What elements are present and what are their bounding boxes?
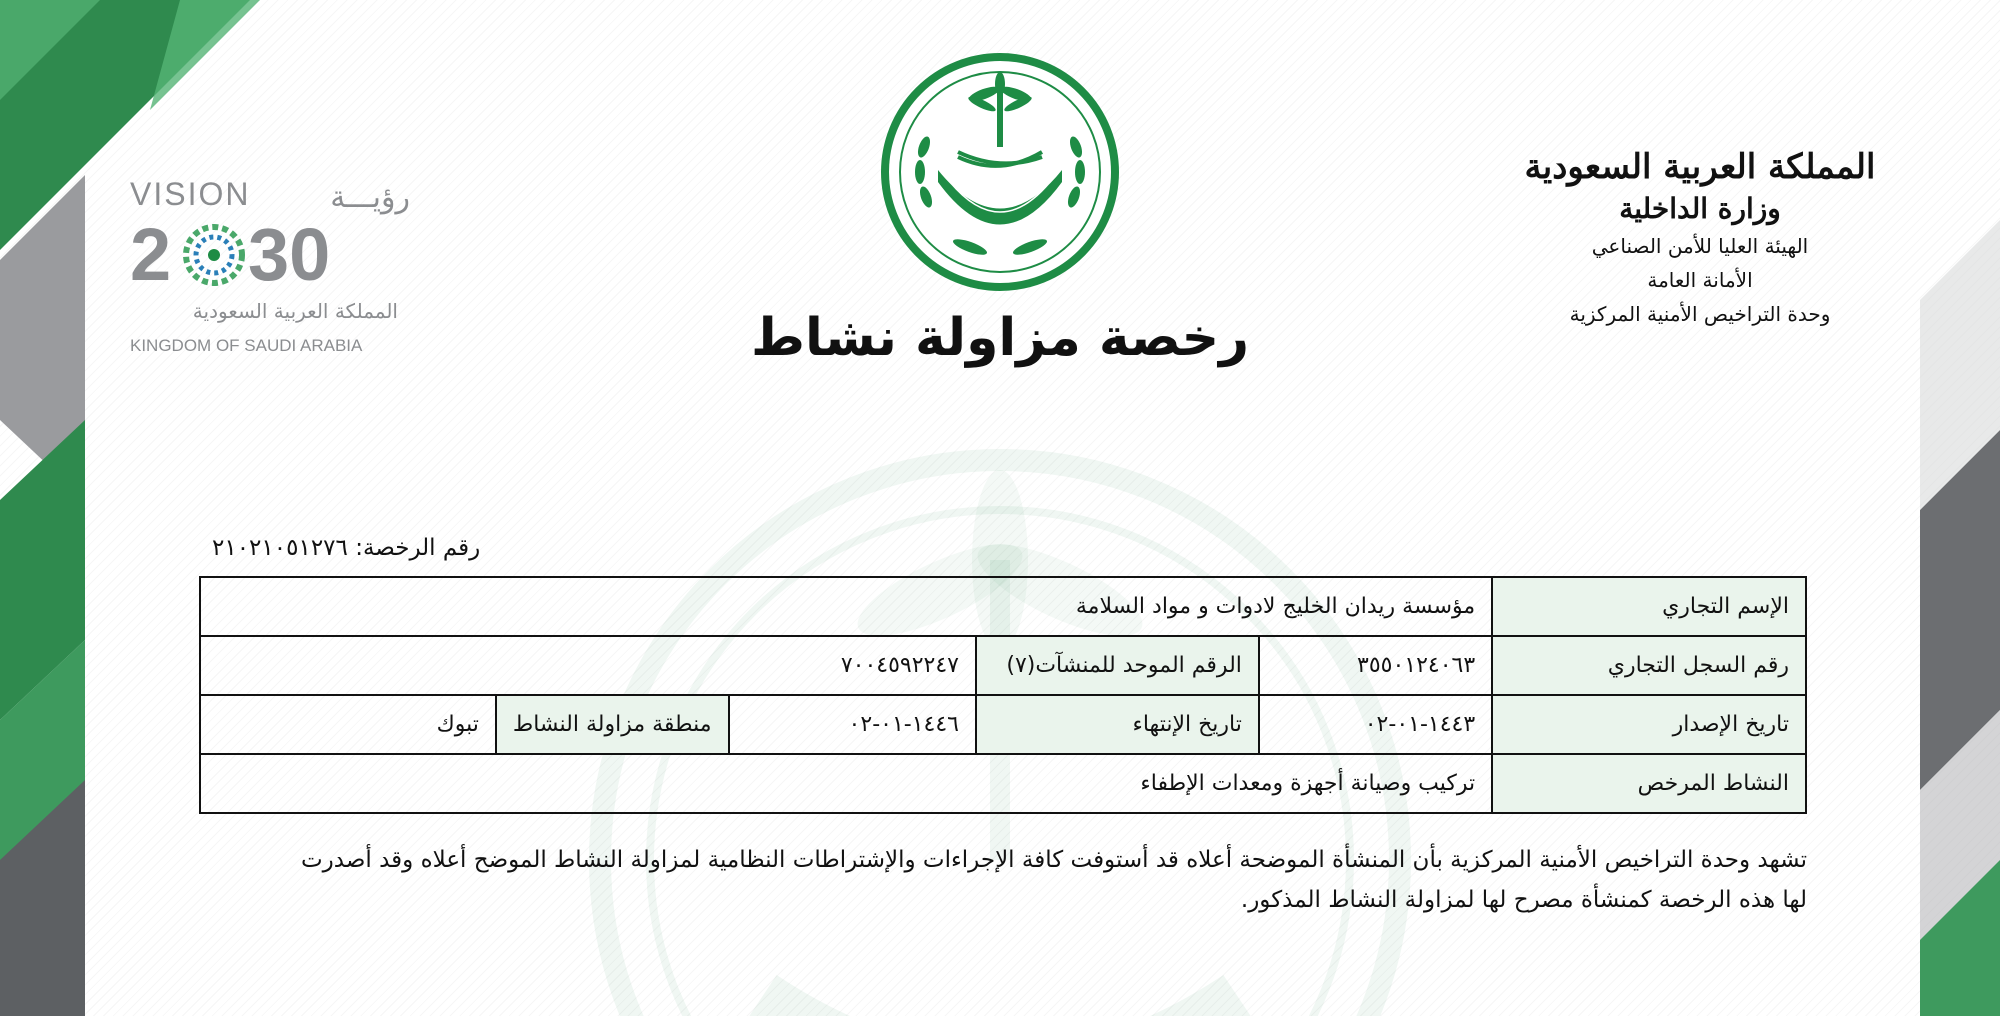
document-title: رخصة مزاولة نشاط [750, 308, 1250, 368]
license-number-value: ٢١٠٢١٠٥١٢٧٦ [212, 535, 348, 561]
issuer-header [1520, 145, 1880, 331]
unified-number-value: ٧٠٠٤٥٩٢٢٤٧ [200, 636, 976, 695]
certification-line-1: تشهد وحدة التراخيص الأمنية المركزية بأن المنشأة الموضحة أعلاه قد أستوفت كافة الإجراءات والإشتراطات النظامية لمزاولة النشاط الموضح أعلاه وقد أصدرت [301, 847, 1807, 873]
table-row [200, 695, 1806, 754]
vision-en-text: VISION [130, 176, 251, 212]
table-row [200, 577, 1806, 636]
expiry-date-label: تاريخ الإنتهاء [976, 695, 1259, 754]
kingdom-name: المملكة العربية السعودية [1524, 147, 1876, 187]
cr-number-label: رقم السجل التجاري [1492, 636, 1806, 695]
license-number-label: رقم الرخصة: [355, 535, 481, 561]
certification-line-2: لها هذه الرخصة كمنشأة مصرح لها لمزاولة النشاط المذكور. [1240, 887, 1807, 913]
region-label: منطقة مزاولة النشاط [496, 695, 729, 754]
ministry-emblem-icon [880, 52, 1120, 292]
license-details-table [199, 576, 1807, 814]
expiry-date-value: ١٤٤٦-٠١-٠٢ [729, 695, 976, 754]
activity-value: تركيب وصيانة أجهزة ومعدات الإطفاء [200, 754, 1492, 813]
ministry-name: وزارة الداخلية [1619, 192, 1781, 225]
issue-date-value: ١٤٤٣-٠١-٠٢ [1259, 695, 1492, 754]
vision-flower-icon [186, 227, 242, 283]
activity-label: النشاط المرخص [1492, 754, 1806, 813]
authority-name: الهيئة العليا للأمن الصناعي [1591, 234, 1809, 258]
table-row [200, 636, 1806, 695]
issue-date-label: تاريخ الإصدار [1492, 695, 1806, 754]
trade-name-label: الإسم التجاري [1492, 577, 1806, 636]
table-row [200, 754, 1806, 813]
vision-2030-logo [128, 175, 418, 365]
region-value: تبوك [200, 695, 496, 754]
certification-text [212, 840, 1807, 920]
vision-ar-text: رؤيـــة [330, 180, 410, 215]
vision-year-2: 2 [130, 213, 172, 296]
license-number [212, 535, 480, 561]
licensing-unit-name: وحدة التراخيص الأمنية المركزية [1569, 302, 1831, 326]
cr-number-value: ٣٥٥٠١٢٤٠٦٣ [1259, 636, 1492, 695]
vision-kingdom-en: KINGDOM OF SAUDI ARABIA [130, 336, 363, 355]
vision-kingdom-ar: المملكة العربية السعودية [192, 299, 398, 323]
vision-year-30: 30 [248, 213, 331, 296]
unified-number-label: الرقم الموحد للمنشآت(٧) [976, 636, 1259, 695]
secretariat-name: الأمانة العامة [1647, 268, 1753, 292]
trade-name-value: مؤسسة ريدان الخليج لادوات و مواد السلامة [200, 577, 1492, 636]
